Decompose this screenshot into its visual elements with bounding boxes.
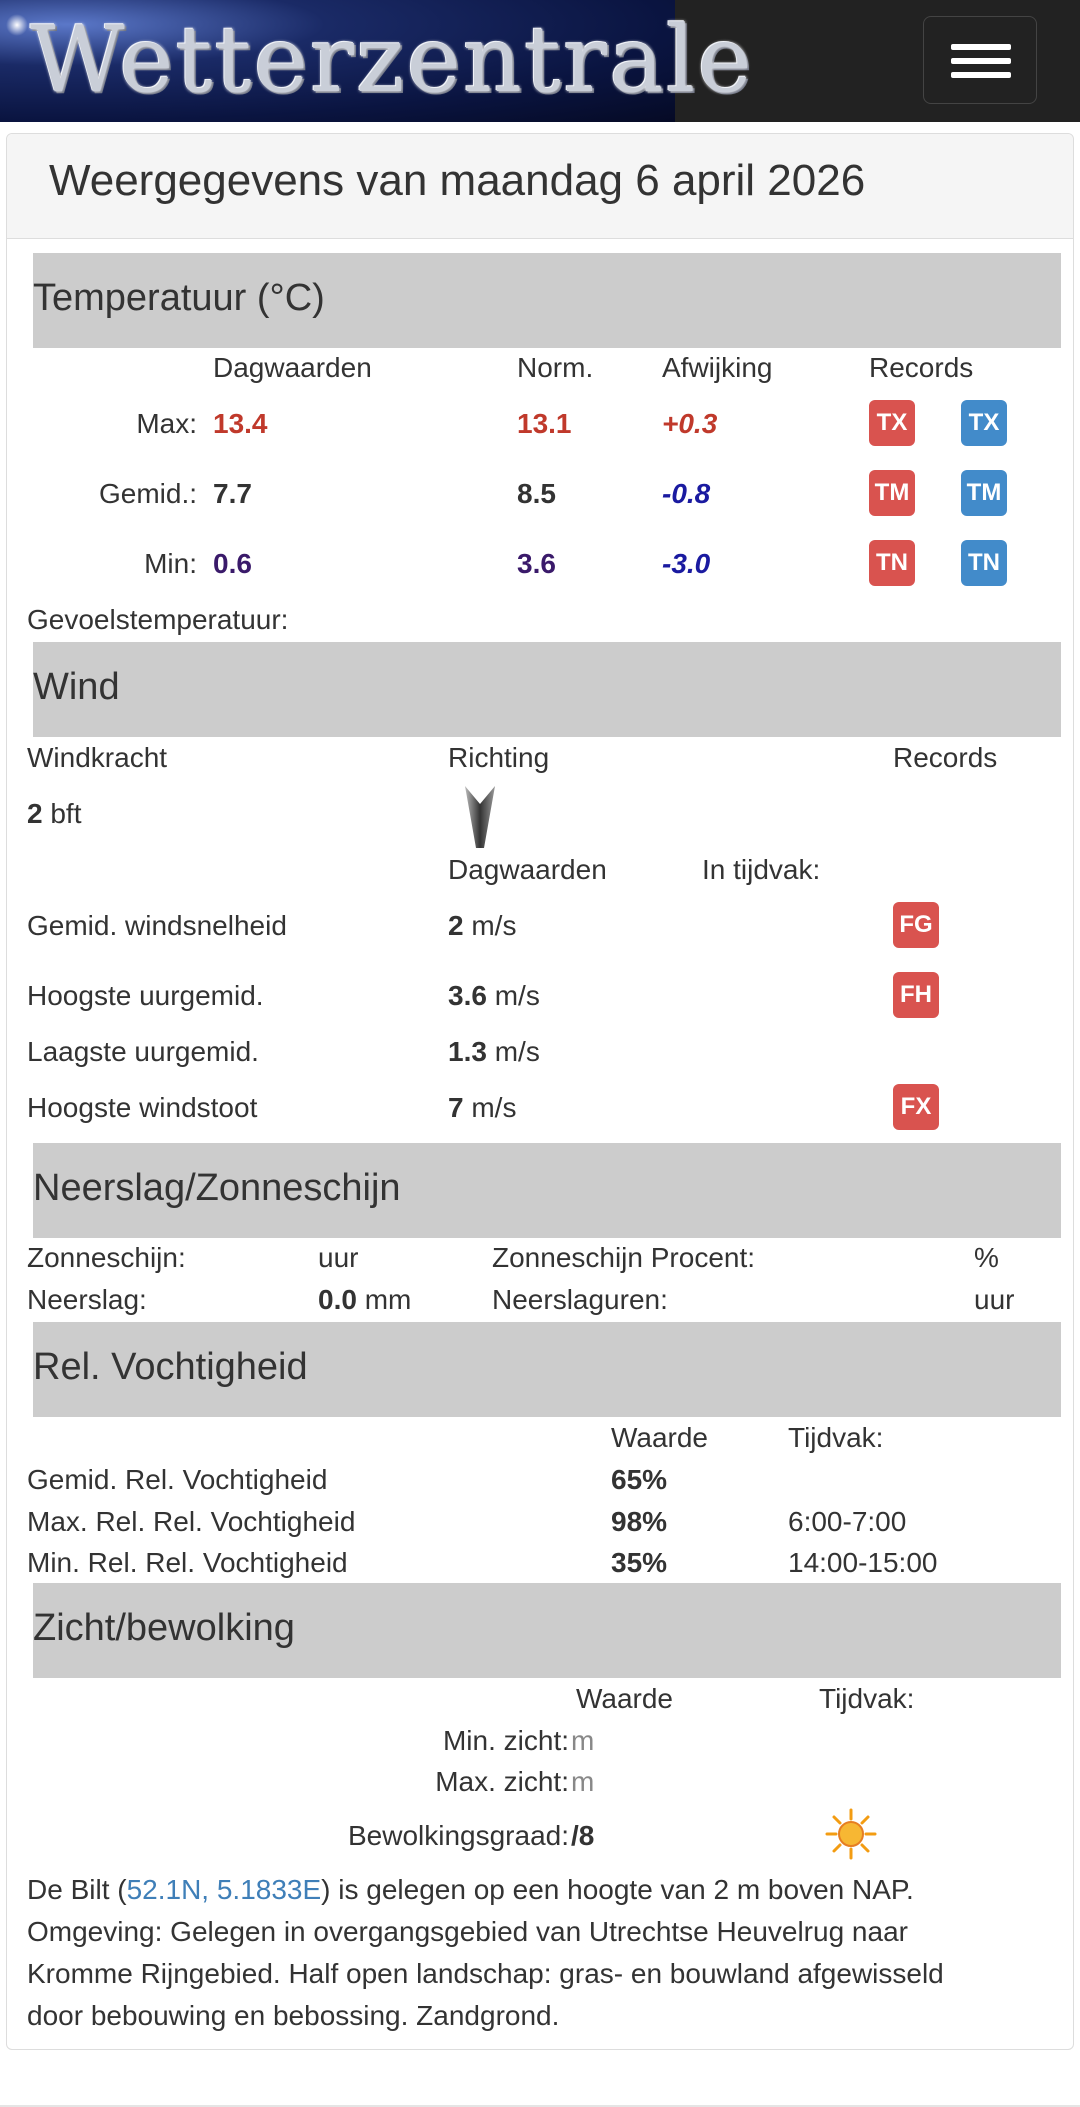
col-richting: Richting <box>448 742 550 773</box>
wind-force-unit: bft <box>50 798 82 829</box>
section-humidity <box>33 1322 1061 1417</box>
section-heading: Temperatuur (°C) <box>33 277 325 319</box>
wind-avg-value: 2 m/s <box>448 910 517 941</box>
wind-max-hour-label: Hoogste uurgemid. <box>27 980 264 1011</box>
precip-hours-label: Neerslaguren: <box>492 1284 668 1315</box>
humidity-avg-label: Gemid. Rel. Vochtigheid <box>27 1464 328 1495</box>
temp-avg-value: 7.7 <box>213 478 252 509</box>
weather-panel <box>6 133 1074 2050</box>
temp-min-deviation: -3.0 <box>662 548 711 579</box>
record-fh-button[interactable]: FH <box>893 972 939 1018</box>
humidity-min-label: Min. Rel. Rel. Vochtigheid <box>27 1547 348 1578</box>
sunshine-label: Zonneschijn: <box>27 1242 186 1273</box>
col-waarde: Waarde <box>611 1422 709 1453</box>
temp-max-deviation: +0.3 <box>662 408 718 439</box>
station-line-3: Kromme Rijngebied. Half open landschap: gras- en bouwland afgewisseld <box>27 1958 944 1989</box>
temp-min-label: Min: <box>144 548 197 579</box>
col-norm: Norm. <box>517 352 594 383</box>
temp-min-norm: 3.6 <box>517 548 556 579</box>
temp-min-value: 0.6 <box>213 548 252 579</box>
col-afwijking: Afwijking <box>662 352 773 383</box>
wind-min-hour-label: Laagste uurgemid. <box>27 1036 259 1067</box>
humidity-avg-value: 65% <box>611 1464 668 1495</box>
section-heading: Wind <box>33 666 120 708</box>
section-visibility <box>33 1583 1061 1678</box>
navbar <box>0 0 1080 122</box>
wind-gust-value: 7 m/s <box>448 1092 517 1123</box>
menu-bar-icon <box>951 44 1011 50</box>
temp-max-value: 13.4 <box>213 408 268 439</box>
wind-gust-label: Hoogste windstoot <box>27 1092 258 1123</box>
humidity-max-label: Max. Rel. Rel. Vochtigheid <box>27 1506 356 1537</box>
temp-max-norm: 13.1 <box>517 408 572 439</box>
logo-text: Wetterzentrale <box>30 6 754 113</box>
record-tm-red-button[interactable]: TM <box>869 470 915 516</box>
hamburger-menu-button[interactable] <box>923 16 1037 104</box>
precip-hours-unit: uur <box>974 1284 1015 1315</box>
station-coordinates-link[interactable]: 52.1N, 5.1833E <box>126 1874 322 1905</box>
record-tx-red-button[interactable]: TX <box>869 400 915 446</box>
col-in-tijdvak: In tijdvak: <box>702 854 821 885</box>
col-wind-records: Records <box>893 742 998 773</box>
record-fx-button[interactable]: FX <box>893 1084 939 1130</box>
site-logo[interactable] <box>0 0 754 122</box>
humidity-min-value: 35% <box>611 1547 668 1578</box>
col-dagwaarden: Dagwaarden <box>213 352 372 383</box>
section-precipitation <box>33 1143 1061 1238</box>
max-visibility-label: Max. zicht: <box>435 1766 569 1797</box>
record-tn-red-button[interactable]: TN <box>869 540 915 586</box>
col-windkracht: Windkracht <box>27 742 168 773</box>
page-title: Weergegevens van maandag 6 april 2026 <box>49 156 866 205</box>
col-vis-waarde: Waarde <box>576 1683 674 1714</box>
record-tm-blue-button[interactable]: TM <box>961 470 1007 516</box>
max-visibility-unit: m <box>571 1766 595 1797</box>
min-visibility-unit: m <box>571 1725 595 1756</box>
feels-like-label: Gevoelstemperatuur: <box>27 604 289 635</box>
cloud-cover-value: /8 <box>571 1820 595 1851</box>
col-vis-tijdvak: Tijdvak: <box>819 1683 915 1714</box>
station-line-2: Omgeving: Gelegen in overgangsgebied van Utrechtse Heuvelrug naar <box>27 1916 908 1947</box>
wind-avg-label: Gemid. windsnelheid <box>27 910 287 941</box>
record-tx-blue-button[interactable]: TX <box>961 400 1007 446</box>
wind-max-hour-value: 3.6 m/s <box>448 980 540 1011</box>
sunshine-unit: uur <box>318 1242 359 1273</box>
record-fg-button[interactable]: FG <box>893 902 939 948</box>
wind-force-value: 2 <box>27 798 43 829</box>
section-heading: Neerslag/Zonneschijn <box>33 1167 401 1209</box>
section-heading: Rel. Vochtigheid <box>33 1346 308 1388</box>
precip-label: Neerslag: <box>27 1284 147 1315</box>
col-wind-dagwaarden: Dagwaarden <box>448 854 607 885</box>
panel-header <box>7 134 1073 239</box>
min-visibility-label: Min. zicht: <box>442 1725 569 1756</box>
temp-avg-label: Gemid.: <box>98 478 197 509</box>
temp-avg-norm: 8.5 <box>517 478 556 509</box>
section-wind <box>33 642 1061 737</box>
section-temperature <box>33 253 1061 348</box>
record-tn-blue-button[interactable]: TN <box>961 540 1007 586</box>
col-tijdvak: Tijdvak: <box>788 1422 884 1453</box>
col-records: Records <box>869 352 974 383</box>
humidity-max-period: 6:00-7:00 <box>788 1506 907 1537</box>
sun-icon <box>825 1808 877 1860</box>
humidity-min-period: 14:00-15:00 <box>788 1547 938 1578</box>
wind-direction-arrow-icon <box>463 782 497 852</box>
wind-min-hour-value: 1.3 m/s <box>448 1036 540 1067</box>
sunshine-percent-unit: % <box>974 1242 999 1273</box>
menu-bar-icon <box>951 72 1011 78</box>
precip-value: 0.0 mm <box>318 1284 412 1315</box>
menu-bar-icon <box>951 58 1011 64</box>
temp-max-label: Max: <box>136 408 197 439</box>
sunshine-percent-label: Zonneschijn Procent: <box>492 1242 756 1273</box>
station-line-1: De Bilt (52.1N, 5.1833E) is gelegen op een hoogte van 2 m boven NAP. <box>27 1874 914 1905</box>
logo-star-icon <box>6 14 28 36</box>
station-line-4: door bebouwing en bebossing. Zandgrond. <box>27 2000 560 2031</box>
temp-avg-deviation: -0.8 <box>662 478 711 509</box>
humidity-max-value: 98% <box>611 1506 668 1537</box>
cloud-cover-label: Bewolkingsgraad: <box>347 1820 569 1851</box>
section-heading: Zicht/bewolking <box>33 1607 295 1649</box>
wind-force <box>27 798 82 830</box>
